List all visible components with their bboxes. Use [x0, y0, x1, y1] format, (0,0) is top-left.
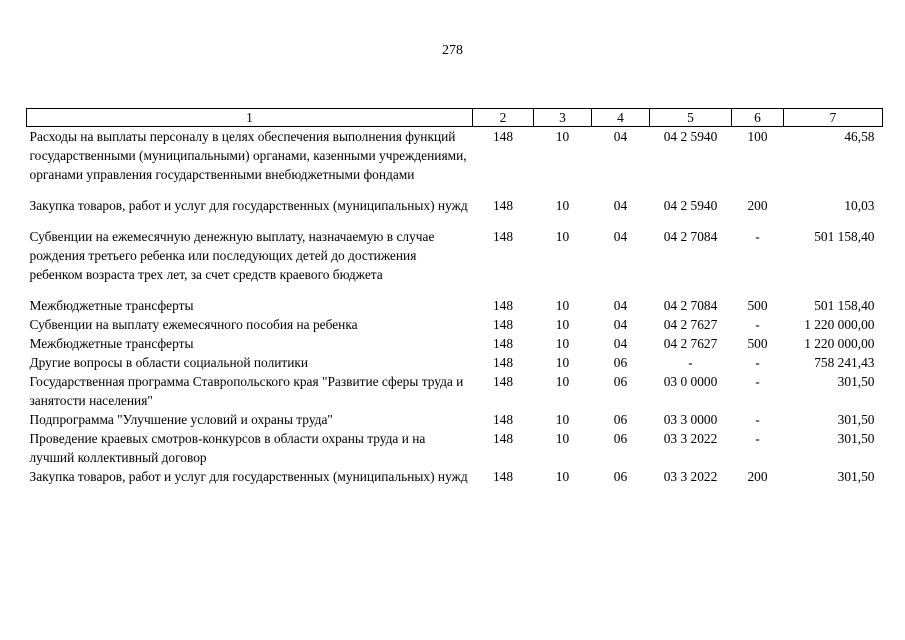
- page-number: 278: [442, 43, 463, 58]
- cell-subsection: 04: [613, 298, 628, 313]
- cell-amount: 501 158,40: [814, 229, 875, 244]
- cell-code: 148: [492, 469, 514, 484]
- cell-target: 03 3 2022: [663, 431, 718, 446]
- cell-expense-type: -: [755, 431, 760, 446]
- cell-target: 04 2 7627: [663, 336, 718, 351]
- row-name: Подпрограмма "Улучшение условий и охраны труда": [29, 412, 333, 427]
- row-name: Расходы на выплаты персоналу в целях обеспечения выполнения функций государственными (муниципальными) органами, казенными учреждениями, органами управления государственными внебюджетными фондами: [29, 129, 467, 182]
- cell-code: 148: [492, 374, 514, 389]
- table-row: [27, 196, 883, 227]
- budget-table: [26, 108, 883, 486]
- row-name: Закупка товаров, работ и услуг для государственных (муниципальных) нужд: [29, 198, 468, 213]
- cell-amount: 301,50: [837, 469, 875, 484]
- table-row: [27, 315, 883, 334]
- cell-code: 148: [492, 336, 514, 351]
- cell-code: 148: [492, 355, 514, 370]
- cell-amount: 301,50: [837, 374, 875, 389]
- cell-code: 148: [492, 198, 514, 213]
- cell-subsection: 06: [613, 431, 628, 446]
- cell-section: 10: [555, 469, 570, 484]
- cell-code: 148: [492, 229, 514, 244]
- cell-target: 04 2 5940: [663, 129, 718, 144]
- table-row: [27, 372, 883, 410]
- row-name: Государственная программа Ставропольского края "Развитие сферы труда и занятости населения": [29, 374, 464, 408]
- cell-section: 10: [555, 336, 570, 351]
- table-row: [27, 296, 883, 315]
- column-header: 1: [27, 109, 473, 127]
- cell-subsection: 04: [613, 317, 628, 332]
- column-header: 4: [592, 109, 650, 127]
- cell-subsection: 06: [613, 469, 628, 484]
- row-name: Межбюджетные трансферты: [29, 336, 194, 351]
- column-header: 2: [473, 109, 534, 127]
- cell-amount: 10,03: [844, 198, 875, 213]
- table-row: [27, 467, 883, 486]
- cell-code: 148: [492, 412, 514, 427]
- cell-expense-type: -: [755, 317, 760, 332]
- cell-section: 10: [555, 229, 570, 244]
- cell-subsection: 04: [613, 336, 628, 351]
- column-header: 3: [534, 109, 592, 127]
- cell-amount: 501 158,40: [814, 298, 875, 313]
- row-name: Субвенции на ежемесячную денежную выплату, назначаемую в случае рождения третьего ребенка или последующих детей до достижения ребенком возраста трех лет, за счет средств краевого бюджета: [29, 229, 435, 282]
- cell-subsection: 04: [613, 129, 628, 144]
- cell-target: 04 2 7084: [663, 229, 718, 244]
- column-header: 6: [732, 109, 784, 127]
- cell-subsection: 06: [613, 412, 628, 427]
- cell-subsection: 04: [613, 229, 628, 244]
- table-row: [27, 429, 883, 467]
- cell-expense-type: -: [755, 374, 760, 389]
- table-row: [27, 353, 883, 372]
- cell-target: 04 2 7627: [663, 317, 718, 332]
- cell-expense-type: -: [755, 229, 760, 244]
- row-name: Другие вопросы в области социальной политики: [29, 355, 309, 370]
- cell-section: 10: [555, 317, 570, 332]
- cell-amount: 1 220 000,00: [804, 317, 875, 332]
- cell-target: 03 3 0000: [663, 412, 718, 427]
- cell-amount: 301,50: [837, 412, 875, 427]
- table-row: [27, 334, 883, 353]
- cell-expense-type: 200: [747, 198, 768, 213]
- cell-section: 10: [555, 298, 570, 313]
- cell-expense-type: 500: [747, 336, 768, 351]
- cell-section: 10: [555, 412, 570, 427]
- table-row: [27, 227, 883, 296]
- cell-code: 148: [492, 298, 514, 313]
- table-row: [27, 410, 883, 429]
- table-row: [27, 127, 883, 197]
- cell-section: 10: [555, 374, 570, 389]
- cell-expense-type: 500: [747, 298, 768, 313]
- cell-expense-type: 200: [747, 469, 768, 484]
- cell-code: 148: [492, 129, 514, 144]
- row-name: Закупка товаров, работ и услуг для государственных (муниципальных) нужд: [29, 469, 468, 484]
- cell-section: 10: [555, 198, 570, 213]
- cell-amount: 1 220 000,00: [804, 336, 875, 351]
- cell-expense-type: -: [755, 355, 760, 370]
- cell-target: -: [688, 355, 693, 370]
- column-header: 7: [784, 109, 883, 127]
- cell-section: 10: [555, 431, 570, 446]
- cell-target: 04 2 5940: [663, 198, 718, 213]
- cell-target: 03 3 2022: [663, 469, 718, 484]
- row-name: Проведение краевых смотров-конкурсов в области охраны труда и на лучший коллективный договор: [29, 431, 426, 465]
- cell-expense-type: -: [755, 412, 760, 427]
- row-name: Межбюджетные трансферты: [29, 298, 194, 313]
- cell-amount: 758 241,43: [814, 355, 875, 370]
- cell-code: 148: [492, 317, 514, 332]
- column-header: 5: [650, 109, 732, 127]
- row-name: Субвенции на выплату ежемесячного пособия на ребенка: [29, 317, 358, 332]
- cell-subsection: 06: [613, 355, 628, 370]
- cell-code: 148: [492, 431, 514, 446]
- cell-amount: 301,50: [837, 431, 875, 446]
- cell-amount: 46,58: [844, 129, 875, 144]
- cell-expense-type: 100: [747, 129, 768, 144]
- cell-section: 10: [555, 355, 570, 370]
- cell-target: 04 2 7084: [663, 298, 718, 313]
- header-row: [27, 109, 883, 127]
- cell-subsection: 04: [613, 198, 628, 213]
- cell-section: 10: [555, 129, 570, 144]
- cell-subsection: 06: [613, 374, 628, 389]
- cell-target: 03 0 0000: [663, 374, 718, 389]
